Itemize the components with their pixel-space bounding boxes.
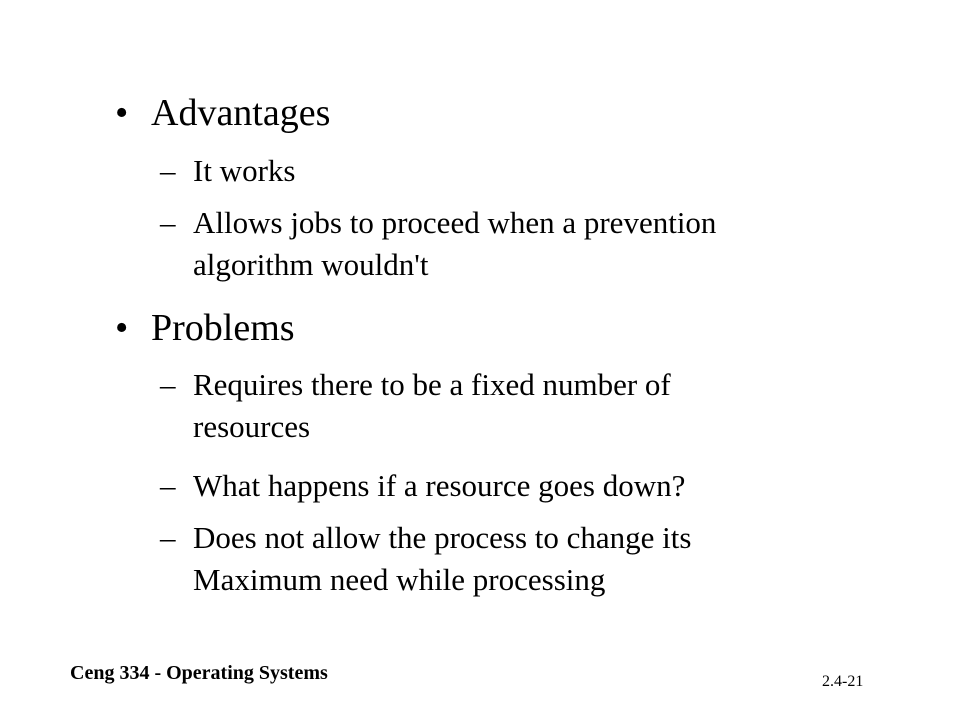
dash-icon: – bbox=[160, 468, 176, 503]
dash-icon: – bbox=[160, 367, 176, 402]
sub-item-text: Requires there to be a fixed number of resources bbox=[193, 367, 671, 444]
dash-icon: – bbox=[160, 205, 176, 240]
sub-item-resource-down bbox=[160, 465, 853, 507]
footer-course-title: Ceng 334 - Operating Systems bbox=[70, 662, 328, 684]
heading-advantages: Advantages bbox=[151, 92, 331, 134]
sub-item-it-works bbox=[160, 150, 853, 192]
sub-item-fixed-resources bbox=[160, 364, 793, 448]
sub-item-maximum-need bbox=[160, 517, 813, 601]
bullet-advantages bbox=[115, 94, 330, 132]
sub-item-text: Does not allow the process to change its Maximum need while processing bbox=[193, 520, 692, 597]
sub-item-allows-jobs bbox=[160, 202, 843, 286]
dash-icon: – bbox=[160, 153, 176, 188]
footer-slide-number: 2.4-21 bbox=[822, 673, 864, 690]
dash-icon: – bbox=[160, 520, 176, 555]
bullet-icon: • bbox=[115, 92, 129, 134]
heading-problems: Problems bbox=[151, 307, 295, 349]
sub-item-text: Allows jobs to proceed when a prevention algorithm wouldn't bbox=[193, 205, 717, 282]
sub-item-text: What happens if a resource goes down? bbox=[193, 468, 686, 503]
bullet-icon: • bbox=[115, 307, 129, 349]
bullet-problems bbox=[115, 309, 295, 347]
sub-item-text: It works bbox=[193, 153, 296, 188]
